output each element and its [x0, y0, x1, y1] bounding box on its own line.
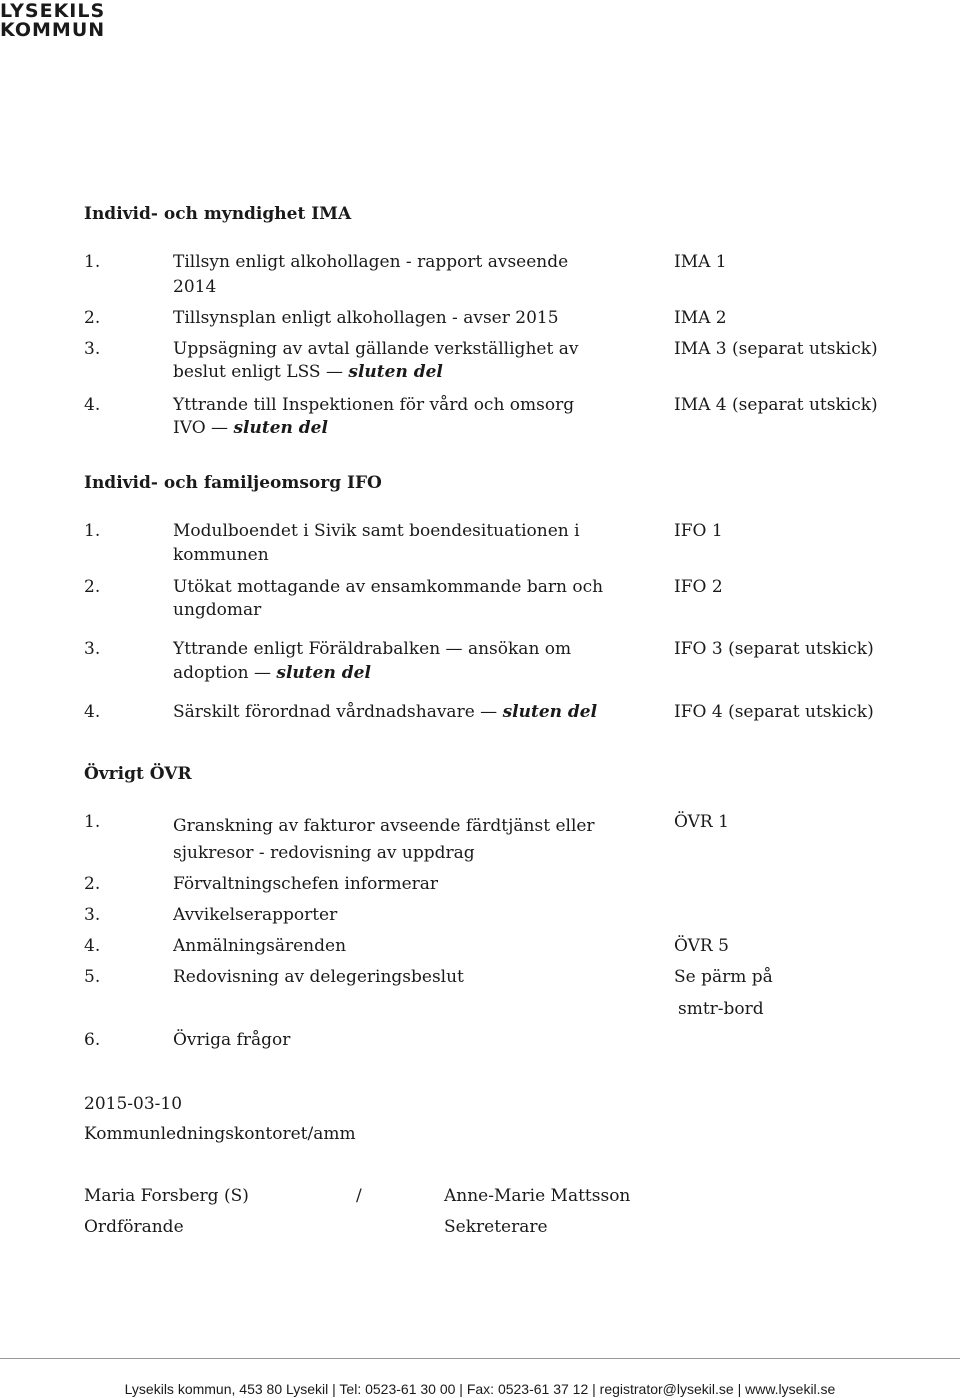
- closed-session-label: sluten del: [502, 702, 598, 722]
- closed-session-label: sluten del: [233, 418, 328, 438]
- ovr-item-6-number: 6.: [84, 1030, 101, 1050]
- ovr-item-1-ref: ÖVR 1: [674, 812, 729, 832]
- municipality-logo: [0, 2, 105, 40]
- ovr-item-3-number: 3.: [84, 905, 101, 925]
- ovr-item-1-line-1: Granskning av fakturor avseende färdtjänst eller: [173, 816, 595, 836]
- ima-item-4-number: 4.: [84, 395, 101, 415]
- ima-item-2-line-1: Tillsynsplan enligt alkohollagen - avser 2015: [173, 308, 559, 328]
- section-heading-ovr: Övrigt ÖVR: [84, 764, 192, 784]
- logo-line-2: KOMMUN: [0, 19, 106, 41]
- ifo-item-2-ref: IFO 2: [674, 577, 723, 597]
- closed-session-label: sluten del: [276, 663, 371, 683]
- logo-line-1: LYSEKILS: [0, 0, 106, 22]
- ovr-item-1-line-2: sjukresor - redovisning av uppdrag: [173, 843, 475, 863]
- ovr-item-2-line-1: Förvaltningschefen informerar: [173, 874, 439, 894]
- ima-item-1-line-2: 2014: [173, 277, 217, 297]
- signatory-1-role: Ordförande: [84, 1217, 184, 1237]
- ifo-item-1-ref: IFO 1: [674, 521, 723, 541]
- ima-item-2-ref: IMA 2: [674, 308, 727, 328]
- ima-item-1-number: 1.: [84, 252, 101, 272]
- ifo-item-4-number: 4.: [84, 702, 101, 722]
- ima-item-3-line-2: beslut enligt LSS — sluten del: [173, 362, 443, 382]
- closed-session-label: sluten del: [348, 362, 443, 382]
- ifo-item-2-line-2: ungdomar: [173, 600, 262, 620]
- ima-item-3-line-1: Uppsägning av avtal gällande verkställighet av: [173, 339, 579, 359]
- ovr-item-1-number: 1.: [84, 812, 101, 832]
- ovr-item-4-ref: ÖVR 5: [674, 936, 729, 956]
- document-date: 2015-03-10: [84, 1094, 183, 1114]
- ifo-item-3-ref: IFO 3 (separat utskick): [674, 639, 874, 659]
- ovr-item-2-number: 2.: [84, 874, 101, 894]
- ima-item-4-line-2: IVO — sluten del: [173, 418, 328, 438]
- ovr-item-4-line-1: Anmälningsärenden: [173, 936, 347, 956]
- ifo-item-4-ref: IFO 4 (separat utskick): [674, 702, 874, 722]
- ima-item-1-line-1: Tillsyn enligt alkohollagen - rapport avseende: [173, 252, 569, 272]
- issuing-office: Kommunledningskontoret/amm: [84, 1124, 356, 1144]
- signatory-1-name: Maria Forsberg (S): [84, 1186, 249, 1206]
- ifo-item-1-number: 1.: [84, 521, 101, 541]
- footer-divider: [0, 1358, 960, 1359]
- ima-item-4-ref: IMA 4 (separat utskick): [674, 395, 878, 415]
- ima-item-2-number: 2.: [84, 308, 101, 328]
- ovr-item-3-line-1: Avvikelserapporter: [173, 905, 338, 925]
- ima-item-3-number: 3.: [84, 339, 101, 359]
- ifo-item-3-line-1: Yttrande enligt Föräldrabalken — ansökan om: [173, 639, 572, 659]
- footer-contact-info: Lysekils kommun, 453 80 Lysekil | Tel: 0523-61 30 00 | Fax: 0523-61 37 12 | registrator@lysekil.se | www.lysekil.se: [124, 1381, 836, 1397]
- ifo-item-3-number: 3.: [84, 639, 101, 659]
- ovr-item-6-line-1: Övriga frågor: [173, 1030, 291, 1050]
- ovr-item-5-line-1: Redovisning av delegeringsbeslut: [173, 967, 464, 987]
- signatory-separator: /: [356, 1186, 362, 1206]
- section-heading-ifo: Individ- och familjeomsorg IFO: [84, 473, 382, 493]
- ovr-item-4-number: 4.: [84, 936, 101, 956]
- ima-item-1-ref: IMA 1: [674, 252, 727, 272]
- ifo-item-3-line-2: adoption — sluten del: [173, 663, 371, 683]
- signatory-2-name: Anne-Marie Mattsson: [444, 1186, 631, 1206]
- signatory-2-role: Sekreterare: [444, 1217, 548, 1237]
- ifo-item-2-number: 2.: [84, 577, 101, 597]
- ovr-item-5-ref: Se pärm på: [674, 967, 773, 987]
- ovr-item-5-ref-line-2: smtr-bord: [678, 999, 764, 1019]
- ovr-item-5-number: 5.: [84, 967, 101, 987]
- ima-item-4-line-1: Yttrande till Inspektionen för vård och omsorg: [173, 395, 575, 415]
- ima-item-3-ref: IMA 3 (separat utskick): [674, 339, 878, 359]
- ifo-item-1-line-2: kommunen: [173, 545, 269, 565]
- ifo-item-4-line-1: Särskilt förordnad vårdnadshavare — sluten del: [173, 702, 598, 722]
- section-heading-ima: Individ- och myndighet IMA: [84, 204, 352, 224]
- ifo-item-2-line-1: Utökat mottagande av ensamkommande barn och: [173, 577, 604, 597]
- ifo-item-1-line-1: Modulboendet i Sivik samt boendesituationen i: [173, 521, 580, 541]
